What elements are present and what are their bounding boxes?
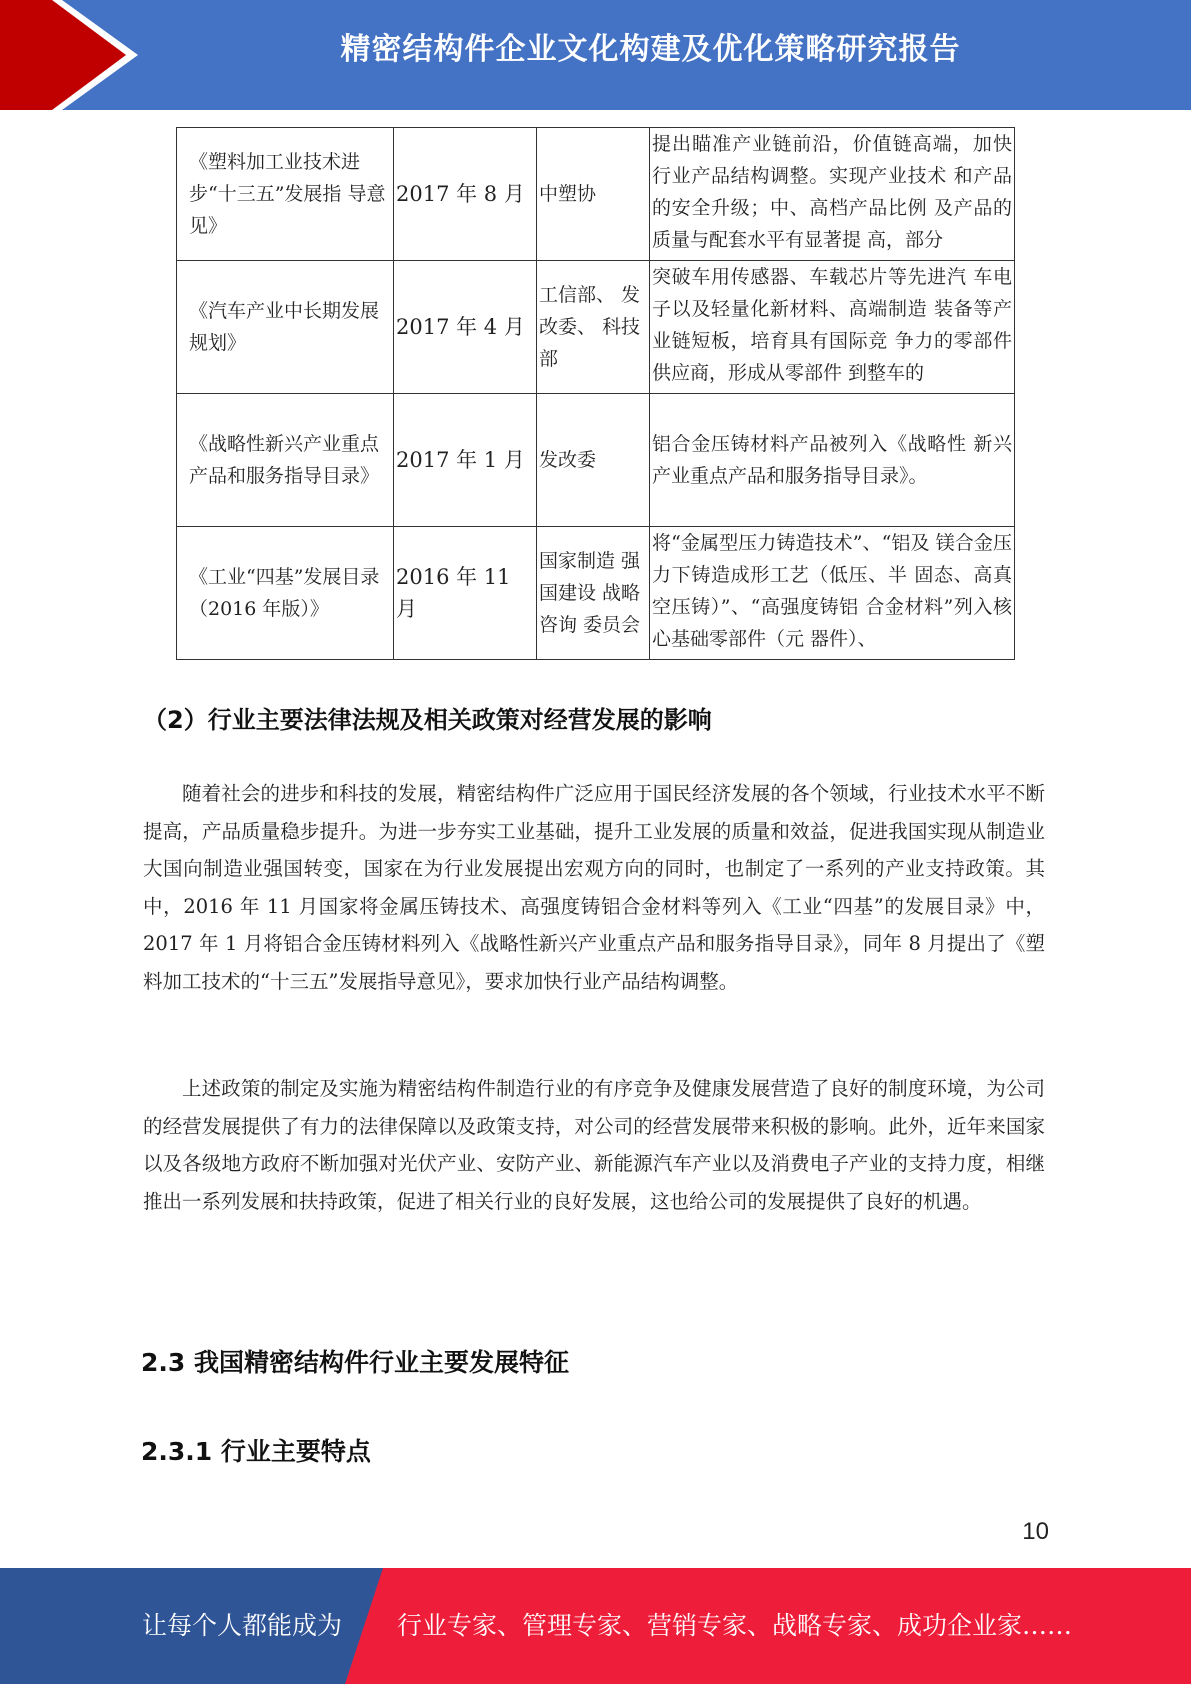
policy-date-cell: 2016 年 11 月 <box>394 527 537 660</box>
policy-date-cell: 2017 年 1 月 <box>394 394 537 527</box>
table-row <box>177 128 1015 261</box>
policy-date-cell: 2017 年 4 月 <box>394 261 537 394</box>
policy-name-cell: 《汽车产业中长期发展规划》 <box>177 261 394 394</box>
table-row <box>177 527 1015 660</box>
section-heading: 2.3 我国精密结构件行业主要发展特征 <box>141 1348 569 1377</box>
policy-issuer-cell: 发改委 <box>537 394 650 527</box>
policy-issuer-cell: 中塑协 <box>537 128 650 261</box>
section-subheading: （2）行业主要法律法规及相关政策对经营发展的影响 <box>143 706 712 734</box>
policy-issuer-cell: 工信部、 发改委、 科技部 <box>537 261 650 394</box>
footer-slogan-left: 让每个人都能成为 <box>142 1611 343 1640</box>
policy-issuer-cell: 国家制造 强国建设 战略咨询 委员会 <box>537 527 650 660</box>
policy-content-text: 突破车用传感器、车载芯片等先进汽 车电子以及轻量化新材料、高端制造 装备等产业链短板，培育具有国际竞 争力的零部件供应商，形成从零部件 到整车的 <box>652 266 1012 384</box>
table-row <box>177 394 1015 527</box>
policy-name-cell: 《工业“四基”发展目录（2016 年版）》 <box>177 527 394 660</box>
paragraph: 上述政策的制定及实施为精密结构件制造行业的有序竞争及健康发展营造了良好的制度环境，为公司的经营发展提供了有力的法律保障以及政策支持，对公司的经营发展带来积极的影响。此外，近年来国家以及各级地方政府不断加强对光伏产业、安防产业、新能源汽车产业以及消费电子产业的支持力度，相继推出一系列发展和扶持政策，促进了相关行业的良好发展，这也给公司的发展提供了良好的机遇。 <box>143 1077 1045 1213</box>
policy-content-text: 铝合金压铸材料产品被列入《战略性 新兴产业重点产品和服务指导目录》。 <box>652 433 1012 487</box>
subsection-heading: 2.3.1 行业主要特点 <box>141 1437 371 1466</box>
policy-content-cell <box>650 394 1015 527</box>
policy-content-cell <box>650 261 1015 394</box>
chevron-arrow-icon <box>0 0 150 110</box>
report-title: 精密结构件企业文化构建及优化策略研究报告 <box>340 32 961 67</box>
footer-slogan-right: 行业专家、管理专家、营销专家、战略专家、成功企业家…… <box>397 1611 1073 1640</box>
policy-content-text: 提出瞄准产业链前沿，价值链高端，加快行业产品结构调整。实现产业技术 和产品的安全升级；中、高档产品比例 及产品的质量与配套水平有显著提 高，部分 <box>652 133 1012 251</box>
policy-table <box>176 127 1015 660</box>
policy-name-cell: 《塑料加工业技术进步“十三五”发展指 导意见》 <box>177 128 394 261</box>
footer-banner <box>0 1568 1191 1684</box>
policy-content-cell <box>650 527 1015 660</box>
policy-name-cell: 《战略性新兴产业重点产品和服务指导目录》 <box>177 394 394 527</box>
page-number: 10 <box>1022 1518 1049 1545</box>
table-row <box>177 261 1015 394</box>
policy-content-cell <box>650 128 1015 261</box>
header-banner <box>0 0 1191 110</box>
policy-content-text: 将“金属型压力铸造技术”、“铝及 镁合金压力下铸造成形工艺（低压、半 固态、高真空压铸）”、“高强度铸铝 合金材料”列入核心基础零部件（元 器件）、 <box>652 532 1012 650</box>
policy-date-cell: 2017 年 8 月 <box>394 128 537 261</box>
paragraph: 随着社会的进步和科技的发展，精密结构件广泛应用于国民经济发展的各个领域，行业技术水平不断提高，产品质量稳步提升。为进一步夯实工业基础，提升工业发展的质量和效益，促进我国实现从制造业大国向制造业强国转变，国家在为行业发展提出宏观方向的同时，也制定了一系列的产业支持政策。其中，2016 年 11 月国家将金属压铸技术、高强度铸铝合金材料等列入《工业“四基”的发展目录》中，2017 年 1 月将铝合金压铸材料列入《战略性新兴产业重点产品和服务指导目录》，同年 8 月提出了《塑料加工技术的“十三五”发展指导意见》，要求加快行业产品结构调整。 <box>143 782 1045 993</box>
